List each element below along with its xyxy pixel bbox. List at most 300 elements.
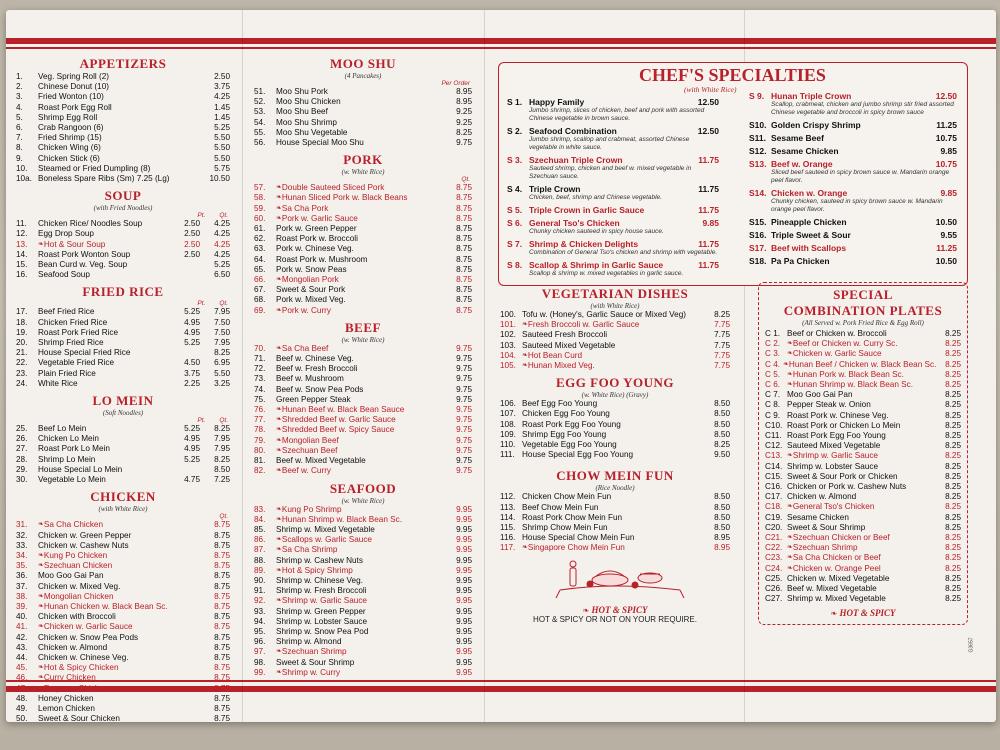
item-number: 48. bbox=[16, 693, 28, 703]
chicken-subtitle: (with White Rice) bbox=[98, 505, 148, 514]
lo-mein-price-header bbox=[16, 417, 230, 424]
item-price-quart: 4.25 bbox=[214, 229, 230, 239]
menu-item-row bbox=[254, 415, 472, 425]
item-number: 6. bbox=[16, 123, 23, 133]
item-price-pint: 2.50 bbox=[184, 249, 200, 259]
item-number: 33. bbox=[16, 540, 28, 550]
chili-icon: ❧ bbox=[276, 467, 282, 475]
item-name: Chicken with Broccoli bbox=[38, 612, 116, 622]
chili-icon: ❧ bbox=[276, 505, 282, 513]
item-price-quart: 6.50 bbox=[214, 270, 230, 280]
menu-item-row bbox=[16, 592, 230, 602]
item-price: 8.75 bbox=[214, 652, 230, 662]
menu-item-row bbox=[254, 128, 472, 138]
menu-item-row bbox=[16, 571, 230, 581]
chili-icon: ❧ bbox=[787, 340, 793, 348]
item-number: C15. bbox=[765, 471, 783, 481]
chef-special-header bbox=[749, 188, 957, 198]
item-name: Chicken Wing (6) bbox=[38, 143, 101, 153]
chili-icon: ❧ bbox=[276, 214, 282, 222]
item-number: 5. bbox=[16, 112, 23, 122]
item-price: 9.75 bbox=[456, 138, 472, 148]
item-price: 8.25 bbox=[945, 533, 961, 543]
item-name: Chicken w. Garlic Sauce bbox=[792, 349, 882, 359]
item-price: 8.50 bbox=[714, 512, 730, 522]
item-number: 21. bbox=[16, 348, 28, 358]
item-number: 38. bbox=[16, 591, 28, 601]
item-price-quart: 8.25 bbox=[214, 348, 230, 358]
chef-special-price: 11.75 bbox=[698, 155, 719, 165]
item-name: Hunan Beef / Chicken w. Black Bean Sc. bbox=[788, 359, 937, 369]
item-name: Singapore Chow Mein Fun bbox=[527, 543, 625, 553]
item-name: Shrimp w. Chinese Veg. bbox=[276, 575, 363, 585]
menu-item-row bbox=[500, 351, 730, 361]
menu-item-row bbox=[254, 446, 472, 456]
chili-icon: ❧ bbox=[276, 306, 282, 314]
combo-list bbox=[759, 327, 967, 604]
item-price: 8.25 bbox=[945, 573, 961, 583]
item-number: 108. bbox=[500, 419, 516, 429]
menu-item-row bbox=[254, 466, 472, 476]
menu-item-row bbox=[254, 204, 472, 214]
item-name: Beef Fried Rice bbox=[38, 307, 95, 317]
item-name: Kung Po Shrimp bbox=[281, 504, 342, 514]
item-number: 27. bbox=[16, 444, 28, 454]
menu-item-row bbox=[16, 229, 230, 239]
chef-special-description: Chunky chicken sauteed in spicy house sauce. bbox=[529, 228, 664, 235]
item-price: 9.75 bbox=[456, 445, 472, 455]
chicken-list bbox=[16, 520, 230, 724]
item-name: House Special Egg Foo Young bbox=[522, 450, 634, 460]
item-number: 10a. bbox=[16, 174, 32, 184]
chef-special-price: 9.85 bbox=[702, 218, 719, 228]
item-price: 8.75 bbox=[214, 663, 230, 673]
menu-item-row bbox=[16, 582, 230, 592]
item-price: 9.95 bbox=[456, 596, 472, 606]
menu-item-row bbox=[254, 87, 472, 97]
chef-special-header bbox=[507, 184, 719, 194]
item-number: 109. bbox=[500, 429, 516, 439]
item-price: 3.75 bbox=[214, 82, 230, 92]
menu-item-row bbox=[16, 704, 230, 714]
menu-item-row bbox=[254, 364, 472, 374]
item-price: 7.75 bbox=[714, 340, 730, 350]
item-name: Chicken w. Green Pepper bbox=[38, 530, 132, 540]
item-number: 60. bbox=[254, 213, 266, 223]
menu-item-row bbox=[254, 586, 472, 596]
item-name: Hunan Sliced Pork w. Black Beans bbox=[281, 193, 408, 203]
item-price-quart: 7.95 bbox=[214, 434, 230, 444]
item-number: 13. bbox=[16, 239, 28, 249]
chef-special-header bbox=[749, 217, 957, 227]
item-price-pint: 5.25 bbox=[184, 338, 200, 348]
menu-item-row bbox=[254, 607, 472, 617]
item-price: 8.75 bbox=[456, 203, 472, 213]
chef-special-number: S13. bbox=[749, 159, 767, 169]
item-number: 44. bbox=[16, 652, 28, 662]
chef-special-number: S18. bbox=[749, 256, 767, 266]
item-price-pint: 4.95 bbox=[184, 434, 200, 444]
menu-item-row bbox=[500, 513, 730, 523]
menu-item-row bbox=[16, 348, 230, 358]
item-name: Moo Goo Gai Pan bbox=[787, 390, 853, 400]
item-price: 8.75 bbox=[214, 632, 230, 642]
item-name: Sweet & Sour Pork or Chicken bbox=[787, 471, 898, 481]
item-price: 8.25 bbox=[456, 127, 472, 137]
combo-hot-legend bbox=[759, 608, 967, 618]
pint-header: Pt. bbox=[197, 212, 206, 220]
chef-special-price: 11.75 bbox=[698, 205, 719, 215]
quart-header: Qt. bbox=[219, 300, 228, 308]
chef-special-item bbox=[749, 230, 957, 240]
menu-item-row bbox=[254, 306, 472, 316]
menu-item-row bbox=[254, 285, 472, 295]
menu-item-row bbox=[500, 399, 730, 409]
chili-icon: ❧ bbox=[276, 597, 282, 605]
chili-icon: ❧ bbox=[787, 544, 793, 552]
menu-item-row bbox=[254, 668, 472, 678]
item-price: 8.75 bbox=[214, 612, 230, 622]
chef-special-header bbox=[507, 126, 719, 136]
menu-item-row bbox=[16, 465, 230, 475]
menu-item-row bbox=[16, 612, 230, 622]
lo-mein-title: LO MEIN bbox=[92, 393, 154, 409]
item-name: Szechuan Beef bbox=[281, 445, 338, 455]
item-price: 9.75 bbox=[456, 384, 472, 394]
quart-header: Qt. bbox=[219, 417, 228, 425]
item-price: 8.75 bbox=[214, 622, 230, 632]
item-number: C19. bbox=[765, 512, 783, 522]
chow-mein-fun-subtitle: (Rice Noodle) bbox=[595, 484, 635, 493]
item-name: Shrimp w. Almond bbox=[276, 637, 342, 647]
soup-title: SOUP bbox=[104, 188, 142, 204]
chef-special-header bbox=[749, 256, 957, 266]
item-number: C27. bbox=[765, 594, 783, 604]
chili-icon: ❧ bbox=[787, 503, 793, 511]
chef-special-header bbox=[507, 218, 719, 228]
item-name: Roast Pork Chow Mein Fun bbox=[522, 512, 623, 522]
item-number: 67. bbox=[254, 285, 266, 295]
chef-special-name: Pineapple Chicken bbox=[771, 217, 847, 227]
chef-right-list bbox=[749, 91, 957, 269]
chef-special-price: 11.75 bbox=[698, 260, 719, 270]
menu-item-row bbox=[254, 265, 472, 275]
item-price: 8.50 bbox=[714, 409, 730, 419]
item-price: 8.50 bbox=[714, 399, 730, 409]
chef-special-price: 11.75 bbox=[698, 184, 719, 194]
menu-item-row bbox=[16, 714, 230, 724]
item-number: C 3. bbox=[765, 349, 781, 359]
item-price: 8.25 bbox=[945, 553, 961, 563]
item-price: 8.75 bbox=[214, 581, 230, 591]
chef-special-item bbox=[507, 155, 719, 181]
column-1 bbox=[16, 52, 230, 724]
moo-shu-title: MOO SHU bbox=[330, 56, 396, 71]
menu-item-row bbox=[254, 244, 472, 254]
item-name: Mongolian Chicken bbox=[43, 591, 114, 601]
item-name: Hunan Shrimp w. Black Bean Sc. bbox=[281, 514, 403, 524]
menu-item-row bbox=[16, 551, 230, 561]
item-name: Sauteed Fresh Broccoli bbox=[522, 330, 608, 340]
item-price: 2.50 bbox=[214, 72, 230, 81]
chef-special-item bbox=[749, 188, 957, 214]
menu-item-row bbox=[765, 574, 961, 584]
menu-item-row bbox=[765, 400, 961, 410]
fold-line bbox=[484, 10, 485, 722]
item-number: 40. bbox=[16, 612, 28, 622]
item-name: Egg Drop Soup bbox=[38, 229, 94, 239]
item-number: 82. bbox=[254, 466, 266, 476]
chili-icon: ❧ bbox=[276, 406, 282, 414]
item-name: Szechuan Shrimp bbox=[281, 647, 347, 657]
item-name: Beef w. Curry bbox=[281, 466, 332, 476]
item-number: 102. bbox=[500, 330, 516, 340]
item-number: C22. bbox=[765, 543, 783, 553]
menu-item-row bbox=[765, 553, 961, 563]
item-number: C13. bbox=[765, 451, 783, 461]
item-number: 58. bbox=[254, 193, 266, 203]
item-name: Roast Pork or Chicken Lo Mein bbox=[787, 420, 901, 430]
combination-plates-box bbox=[758, 282, 968, 625]
item-name: Shrimp Lo Mein bbox=[38, 454, 96, 464]
item-price-quart: 4.25 bbox=[214, 219, 230, 229]
chili-icon: ❧ bbox=[830, 609, 838, 619]
chef-special-name: Seafood Combination bbox=[529, 126, 617, 136]
item-price: 1.45 bbox=[214, 112, 230, 122]
item-name: House Special Chow Mein Fun bbox=[522, 533, 635, 543]
item-price: 8.95 bbox=[456, 97, 472, 107]
menu-item-row bbox=[16, 328, 230, 338]
chef-special-header bbox=[749, 133, 957, 143]
item-number: 19. bbox=[16, 327, 28, 337]
menu-item-row bbox=[254, 627, 472, 637]
soup-subtitle: (with Fried Noodles) bbox=[93, 204, 153, 213]
chefs-specialties-box bbox=[498, 62, 968, 286]
menu-item-row bbox=[16, 307, 230, 317]
item-name: Plain Fried Rice bbox=[38, 368, 96, 378]
chef-special-header bbox=[507, 239, 719, 249]
item-number: 70. bbox=[254, 343, 266, 353]
item-price: 9.95 bbox=[456, 575, 472, 585]
chili-icon: ❧ bbox=[276, 446, 282, 454]
item-name: Lemon Chicken bbox=[38, 703, 95, 713]
menu-item-row bbox=[765, 513, 961, 523]
chef-special-description: Scallop & shrimp w. mixed vegetables in garlic sauce. bbox=[529, 270, 684, 277]
item-name: Chicken w. Orange Peel bbox=[792, 563, 881, 573]
combo-title-line1: SPECIAL bbox=[833, 287, 893, 302]
menu-item-row bbox=[254, 405, 472, 415]
item-name: Shrimp Fried Rice bbox=[38, 338, 104, 348]
chili-icon: ❧ bbox=[276, 194, 282, 202]
item-number: 103. bbox=[500, 340, 516, 350]
item-price: 8.25 bbox=[945, 400, 961, 410]
chef-special-description: Combination of General Tso's chicken and shrimp with vegetable. bbox=[529, 249, 718, 256]
item-price: 9.95 bbox=[456, 657, 472, 667]
item-price: 8.50 bbox=[714, 419, 730, 429]
chili-icon: ❧ bbox=[276, 515, 282, 523]
chili-icon: ❧ bbox=[38, 240, 44, 248]
item-number: 17. bbox=[16, 307, 28, 317]
item-number: 104. bbox=[500, 350, 516, 360]
item-name: Roast Pork Egg Foo Young bbox=[522, 419, 621, 429]
item-name: Chicken Chow Mein Fun bbox=[522, 492, 612, 502]
hot-spicy-note: HOT & SPICY OR NOT ON YOUR REQUIRE. bbox=[533, 614, 697, 624]
item-name: Sa Cha Beef bbox=[281, 343, 329, 353]
menu-item-row bbox=[254, 515, 472, 525]
item-number: 54. bbox=[254, 117, 266, 127]
chef-special-number: S 1. bbox=[507, 97, 523, 107]
chef-special-header bbox=[749, 146, 957, 156]
item-price: 8.25 bbox=[945, 441, 961, 451]
item-price-quart: 7.95 bbox=[214, 338, 230, 348]
item-price: 8.25 bbox=[945, 563, 961, 573]
item-name: Roast Pork Fried Rice bbox=[38, 327, 119, 337]
item-name: Seafood Soup bbox=[38, 270, 90, 280]
chili-icon: ❧ bbox=[276, 546, 282, 554]
item-name: Pork w. Green Pepper bbox=[276, 224, 357, 234]
item-number: 31. bbox=[16, 520, 28, 530]
chili-icon: ❧ bbox=[38, 551, 44, 559]
menu-sheet bbox=[6, 10, 996, 722]
item-name: Empress Chicken bbox=[43, 683, 109, 693]
item-name: Chicken w. Mixed Vegetable bbox=[787, 573, 890, 583]
item-name: House Special Fried Rice bbox=[38, 348, 131, 358]
item-price: 8.25 bbox=[945, 522, 961, 532]
item-number: 79. bbox=[254, 435, 266, 445]
menu-item-row bbox=[765, 451, 961, 461]
item-price-pint bbox=[170, 465, 200, 475]
item-price: 9.95 bbox=[456, 586, 472, 596]
item-price: 9.75 bbox=[456, 374, 472, 384]
item-price: 9.75 bbox=[456, 415, 472, 425]
menu-item-row bbox=[765, 482, 961, 492]
menu-item-row bbox=[16, 643, 230, 653]
item-price-pint bbox=[170, 348, 200, 358]
menu-item-row bbox=[16, 82, 230, 92]
item-price: 8.25 bbox=[945, 420, 961, 430]
item-number: C 1. bbox=[765, 329, 781, 338]
item-price-pint: 4.95 bbox=[184, 444, 200, 454]
seafood-list bbox=[254, 505, 472, 678]
item-name: Shrimp w. Cashew Nuts bbox=[276, 555, 363, 565]
item-name: Beef w. Snow Pea Pods bbox=[276, 384, 364, 394]
menu-item-row bbox=[765, 329, 961, 339]
item-name: Roast Pork Lo Mein bbox=[38, 444, 110, 454]
chef-special-item bbox=[749, 243, 957, 253]
quart-header: Qt. bbox=[219, 513, 228, 521]
chili-icon: ❧ bbox=[787, 564, 793, 572]
item-price: 8.25 bbox=[945, 584, 961, 594]
hot-spicy-label: HOT & SPICY bbox=[591, 604, 648, 615]
chef-left-list bbox=[507, 97, 719, 281]
item-name: Szechuan Chicken or Beef bbox=[792, 533, 890, 543]
item-price-quart: 6.95 bbox=[214, 358, 230, 368]
item-number: 12. bbox=[16, 229, 28, 239]
item-number: 3. bbox=[16, 92, 23, 102]
menu-item-row bbox=[16, 260, 230, 270]
item-number: C17. bbox=[765, 492, 783, 502]
menu-item-row bbox=[16, 633, 230, 643]
chef-special-name: Triple Crown bbox=[529, 184, 581, 194]
item-price: 5.50 bbox=[214, 153, 230, 163]
chef-special-item bbox=[507, 184, 719, 202]
menu-item-row bbox=[765, 543, 961, 553]
item-price: 9.95 bbox=[456, 565, 472, 575]
item-name: Chicken Fried Rice bbox=[38, 317, 108, 327]
item-price: 8.25 bbox=[945, 329, 961, 338]
item-number: 106. bbox=[500, 399, 516, 409]
item-price: 8.50 bbox=[714, 523, 730, 533]
chef-special-number: S 5. bbox=[507, 205, 523, 215]
item-number: C 8. bbox=[765, 400, 781, 410]
item-name: Shrimp w. Curry bbox=[281, 667, 341, 677]
item-number: 112. bbox=[500, 492, 516, 502]
chow-mein-fun-list bbox=[500, 492, 730, 553]
menu-item-row bbox=[254, 118, 472, 128]
menu-item-row bbox=[16, 424, 230, 434]
menu-item-row bbox=[254, 344, 472, 354]
item-price: 8.25 bbox=[945, 492, 961, 502]
menu-item-row bbox=[254, 97, 472, 107]
item-price: 7.75 bbox=[714, 361, 730, 371]
item-number: 74. bbox=[254, 384, 266, 394]
item-price-quart: 5.50 bbox=[214, 368, 230, 378]
item-number: 36. bbox=[16, 571, 28, 581]
item-name: Green Pepper Steak bbox=[276, 394, 351, 404]
item-name: Moo Shu Chicken bbox=[276, 97, 341, 107]
item-number: 81. bbox=[254, 456, 266, 466]
column-3 bbox=[500, 282, 730, 678]
chef-special-number: S15. bbox=[749, 217, 767, 227]
menu-item-row bbox=[16, 338, 230, 348]
chef-special-price: 12.50 bbox=[935, 91, 957, 101]
chef-special-description: Sliced beef sauteed in spicy brown sauce w. Mandarin orange peel flavor. bbox=[771, 169, 950, 184]
item-price: 8.25 bbox=[945, 369, 961, 379]
chef-special-item bbox=[749, 91, 957, 117]
menu-item-row bbox=[500, 450, 730, 460]
menu-item-row bbox=[16, 444, 230, 454]
item-price: 8.25 bbox=[945, 359, 961, 369]
lo-mein-subtitle: (Soft Noodles) bbox=[102, 409, 144, 418]
menu-item-row bbox=[500, 440, 730, 450]
item-number: 25. bbox=[16, 424, 28, 434]
menu-item-row bbox=[765, 380, 961, 390]
item-name: Roast Pork w. Chinese Veg. bbox=[787, 410, 889, 420]
item-price: 8.50 bbox=[714, 429, 730, 439]
item-number: 42. bbox=[16, 632, 28, 642]
item-name: Roast Pork w. Mushroom bbox=[276, 254, 368, 264]
item-name: Chicken w. Chinese Veg. bbox=[38, 652, 129, 662]
item-name: Shrimp w. Mixed Vegetable bbox=[276, 524, 375, 534]
chef-special-name: Szechuan Triple Crown bbox=[529, 155, 623, 165]
item-price-pint: 4.75 bbox=[184, 475, 200, 485]
chili-icon: ❧ bbox=[787, 452, 793, 460]
menu-item-row bbox=[254, 456, 472, 466]
item-price: 8.75 bbox=[214, 530, 230, 540]
menu-item-row bbox=[16, 72, 230, 82]
item-name: Chicken w. Snow Pea Pods bbox=[38, 632, 139, 642]
chef-special-number: S11. bbox=[749, 133, 767, 143]
item-number: 96. bbox=[254, 637, 266, 647]
item-price: 8.25 bbox=[945, 471, 961, 481]
item-name: White Rice bbox=[38, 378, 78, 388]
item-number: 20. bbox=[16, 338, 28, 348]
chef-special-price: 9.85 bbox=[940, 146, 957, 156]
chef-special-header bbox=[749, 243, 957, 253]
item-name: Shrimp w. Garlic Sauce bbox=[281, 596, 367, 606]
item-price: 8.75 bbox=[456, 275, 472, 285]
menu-item-row bbox=[765, 533, 961, 543]
